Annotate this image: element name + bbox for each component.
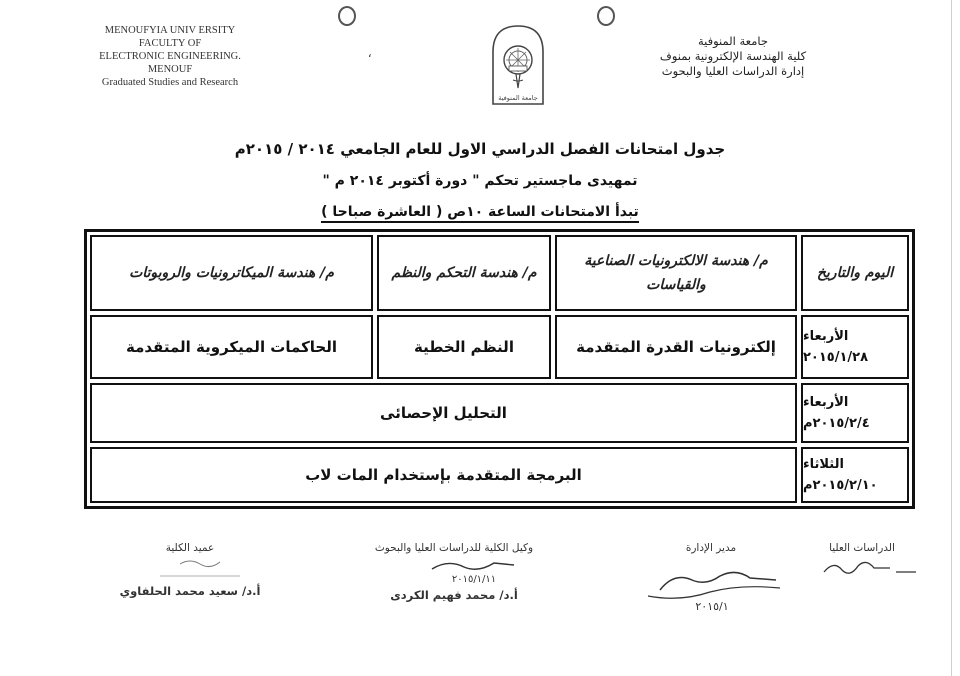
- admin-manager-signature: [640, 562, 790, 614]
- english-header: [84, 24, 256, 89]
- signature-vice-dean: [338, 542, 570, 554]
- vice-dean-title: وكيل الكلية للدراسات العليا والبحوث: [374, 542, 534, 554]
- dean-signature-stamp: [150, 556, 250, 582]
- university-logo-icon: [483, 22, 553, 106]
- page-edge: [951, 0, 952, 676]
- signature-grad-studies: [802, 542, 922, 554]
- admin-manager-label: مدير الإدارة: [685, 542, 737, 554]
- row3-date-cell: [801, 447, 909, 503]
- dean-name: أ.د/ سعيد محمد الحلفاوي: [119, 584, 261, 598]
- dean-name-wrap: [90, 580, 290, 598]
- exam-start-time: [0, 204, 960, 220]
- row1-subject-industrial: إلكترونيات القدرة المتقدمة: [555, 315, 797, 379]
- row2-date: ٢٠١٥/٢/٤م: [803, 416, 870, 431]
- row3-subject-shared: البرمجة المتقدمة بإستخدام المات لاب: [90, 447, 797, 503]
- dean-title: عميد الكلية: [165, 542, 215, 554]
- punch-hole: [338, 6, 356, 26]
- vice-dean-signature: [428, 557, 518, 585]
- row1-date-cell: [801, 315, 909, 379]
- ar-department: إدارة الدراسات العليا والبحوث: [661, 64, 805, 78]
- header-industrial-electronics: م/ هندسة الالكترونيات الصناعية والقياسات: [555, 235, 797, 311]
- header-control-systems: م/ هندسة التحكم والنظم: [377, 235, 551, 311]
- arabic-header: [618, 34, 848, 79]
- signature-admin-manager: [666, 542, 756, 554]
- exam-start-time-text: تبدأ الامتحانات الساعة ١٠ص ( العاشرة صباحا ): [321, 204, 639, 223]
- en-university: MENOUFYIA UNIV ERSITY: [104, 25, 236, 36]
- row1-subject-mechatronics: الحاكمات الميكروية المتقدمة: [90, 315, 373, 379]
- en-faculty: FACULTY OF: [138, 38, 202, 49]
- signature-dean: [90, 542, 290, 554]
- exam-schedule-table: [84, 229, 915, 509]
- grad-studies-signature: [820, 556, 920, 580]
- header-day-date: اليوم والتاريخ: [801, 235, 909, 311]
- header-mechatronics-robotics: م/ هندسة الميكاترونيات والروبوتات: [90, 235, 373, 311]
- stamp-date: ٢٠١٥/١: [695, 600, 729, 613]
- en-faculty-name: ELECTRONIC ENGINEERING.: [99, 51, 241, 62]
- row3-date: ٢٠١٥/٢/١٠م: [803, 478, 878, 493]
- pen-mark: ‘: [368, 52, 372, 66]
- row1-subject-control: النظم الخطية: [377, 315, 551, 379]
- row2-day: الأربعاء: [803, 395, 849, 410]
- vice-dean-name-wrap: [338, 584, 570, 602]
- vice-dean-handwritten-date: ٢٠١٥/١/١١: [451, 574, 497, 585]
- row2-subject-shared: التحليل الإحصائى: [90, 383, 797, 443]
- schedule-title: جدول امتحانات الفصل الدراسي الاول للعام الجامعي ٢٠١٤ / ٢٠١٥م: [234, 140, 726, 158]
- row1-date: ٢٠١٥/١/٢٨: [803, 350, 869, 365]
- ar-faculty: كلية الهندسة الإلكترونية بمنوف: [659, 49, 807, 63]
- punch-hole: [597, 6, 615, 26]
- row2-date-cell: [801, 383, 909, 443]
- row3-day: الثلاثاء: [803, 457, 844, 472]
- grad-studies-label: الدراسات العليا: [829, 542, 895, 554]
- en-city: MENOUF: [147, 64, 193, 75]
- logo-text: جامعة المنوفية: [498, 94, 538, 102]
- en-department: Graduated Studies and Research: [101, 77, 239, 88]
- ar-university: جامعة المنوفية: [697, 34, 769, 48]
- row1-day: الأربعاء: [803, 329, 849, 344]
- schedule-subtitle: تمهيدى ماجستير تحكم " دورة أكتوبر ٢٠١٤ م ": [322, 173, 638, 189]
- vice-dean-name: أ.د/ محمد فهيم الكردى: [390, 588, 518, 602]
